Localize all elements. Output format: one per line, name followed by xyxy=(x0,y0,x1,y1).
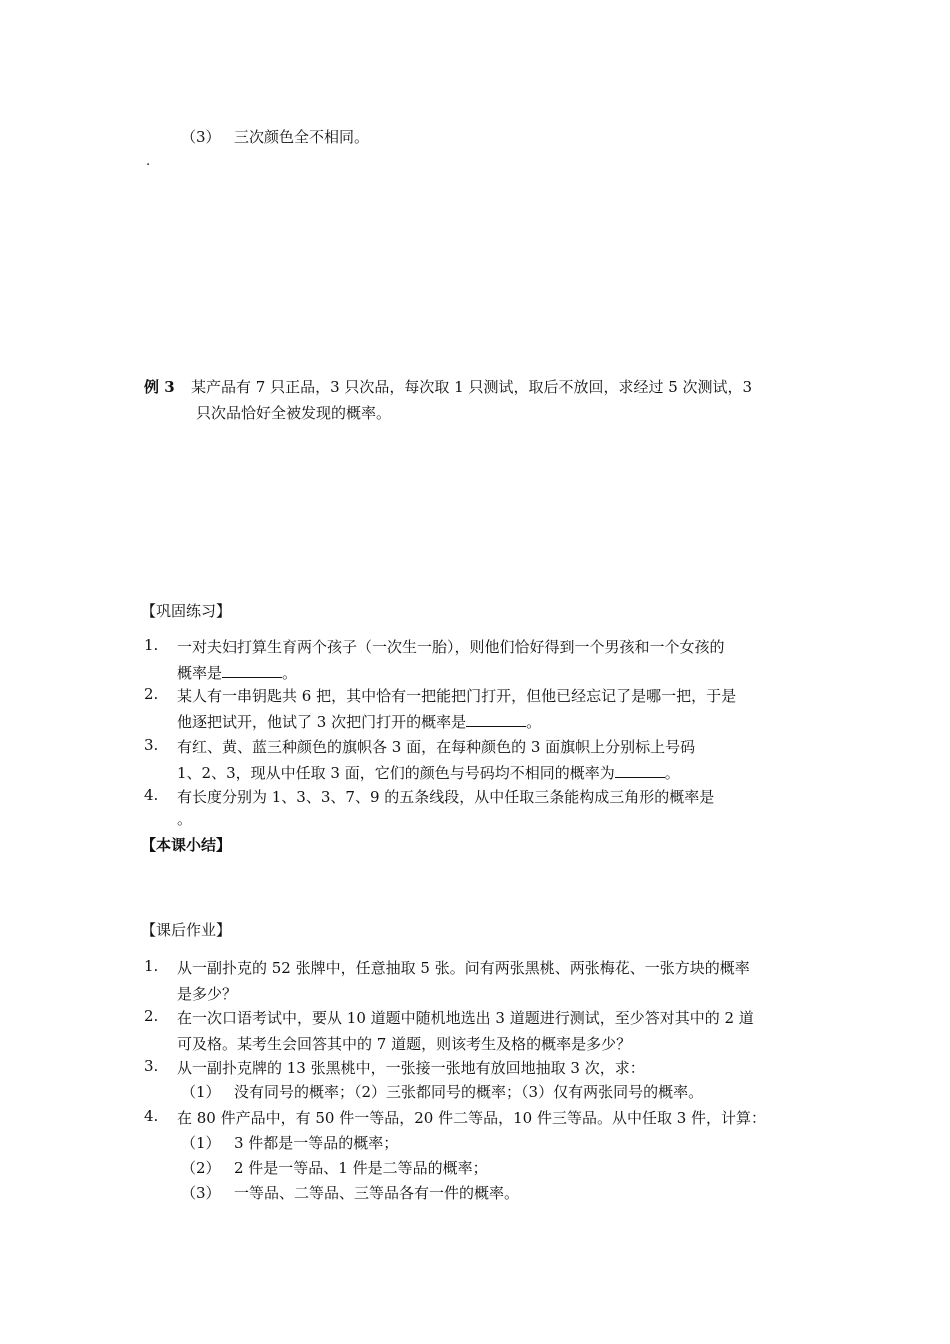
example3-line1: 某产品有 7 只正品，3 只次品，每次取 1 只测试，取后不放回，求经过 5 次测试，3 xyxy=(191,378,753,396)
homework-sub-label: （1） xyxy=(181,1134,221,1152)
practice-item-number: 2. xyxy=(144,685,159,703)
homework-item-number: 1. xyxy=(144,957,159,975)
practice-item-line1: 有长度分别为 1、3、3、7、9 的五条线段，从中任取三条能构成三角形的概率是 xyxy=(177,788,715,806)
practice-item-number: 4. xyxy=(144,786,159,804)
homework-sub-text: 2 件是一等品、1 件是二等品的概率； xyxy=(234,1159,488,1177)
homework-item-number: 4. xyxy=(144,1107,159,1125)
homework-item-line1: 在 80 件产品中，有 50 件一等品，20 件二等品，10 件三等品。从中任取 3 件，计算： xyxy=(177,1109,767,1127)
practice-heading: 【巩固练习】 xyxy=(141,602,232,620)
homework-sub-label: （1） xyxy=(181,1083,221,1101)
homework-item-number: 3. xyxy=(144,1057,159,1075)
practice-item-end: 。 xyxy=(664,764,680,782)
answer-blank xyxy=(466,712,526,727)
homework-sub-label: （3） xyxy=(181,1184,221,1202)
summary-heading: 【本课小结】 xyxy=(141,836,232,854)
homework-heading: 【课后作业】 xyxy=(141,921,232,939)
example3-label: 例 3 xyxy=(144,378,175,396)
homework-item-line1: 从一副扑克牌的 13 张黑桃中，一张接一张地有放回地抽取 3 次，求： xyxy=(177,1059,645,1077)
practice-item-end: 。 xyxy=(177,810,193,828)
homework-item-line1: 从一副扑克的 52 张牌中，任意抽取 5 张。问有两张黑桃、两张梅花、一张方块的概率 xyxy=(177,959,750,977)
example3-line2: 只次品恰好全被发现的概率。 xyxy=(196,404,392,422)
practice-item-line1: 有红、黄、蓝三种颜色的旗帜各 3 面，在每种颜色的 3 面旗帜上分别标上号码 xyxy=(177,738,696,756)
homework-sub-text: 一等品、二等品、三等品各有一件的概率。 xyxy=(234,1184,520,1202)
homework-sub-label: （2） xyxy=(181,1159,221,1177)
homework-item-number: 2. xyxy=(144,1007,159,1025)
stray-dot: . xyxy=(146,154,151,169)
practice-item-line2 xyxy=(177,762,680,783)
practice-item-line2 xyxy=(177,662,297,683)
practice-item-end: 。 xyxy=(526,713,542,731)
homework-item-line2: 是多少？ xyxy=(177,985,238,1003)
practice-item-text: 1、2、3，现从中任取 3 面，它们的颜色与号码均不相同的概率为 xyxy=(177,764,615,782)
practice-item-line1: 一对夫妇打算生育两个孩子（一次生一胎），则他们恰好得到一个男孩和一个女孩的 xyxy=(177,638,725,656)
practice-item-text: 他逐把试开，他试了 3 次把门打开的概率是 xyxy=(177,713,467,731)
top-item-text: 三次颜色全不相同。 xyxy=(234,128,370,146)
practice-item-number: 1. xyxy=(144,636,159,654)
top-item-label: （3） xyxy=(181,128,221,146)
homework-item-line1: 在一次口语考试中，要从 10 道题中随机地选出 3 道题进行测试，至少答对其中的 2 道 xyxy=(177,1009,754,1027)
answer-blank xyxy=(615,763,665,778)
homework-sub-text: 3 件都是一等品的概率； xyxy=(234,1134,399,1152)
practice-item-line1: 某人有一串钥匙共 6 把，其中恰有一把能把门打开，但他已经忘记了是哪一把，于是 xyxy=(177,687,737,705)
homework-item-line2: 可及格。某考生会回答其中的 7 道题，则该考生及格的概率是多少？ xyxy=(177,1035,632,1053)
practice-item-text: 概率是 xyxy=(177,664,223,682)
practice-item-number: 3. xyxy=(144,736,159,754)
answer-blank xyxy=(222,663,282,678)
homework-sub-text: 没有同号的概率；（2）三张都同号的概率；（3）仅有两张同号的概率。 xyxy=(234,1083,704,1101)
practice-item-end: 。 xyxy=(282,664,298,682)
practice-item-line2 xyxy=(177,711,541,732)
